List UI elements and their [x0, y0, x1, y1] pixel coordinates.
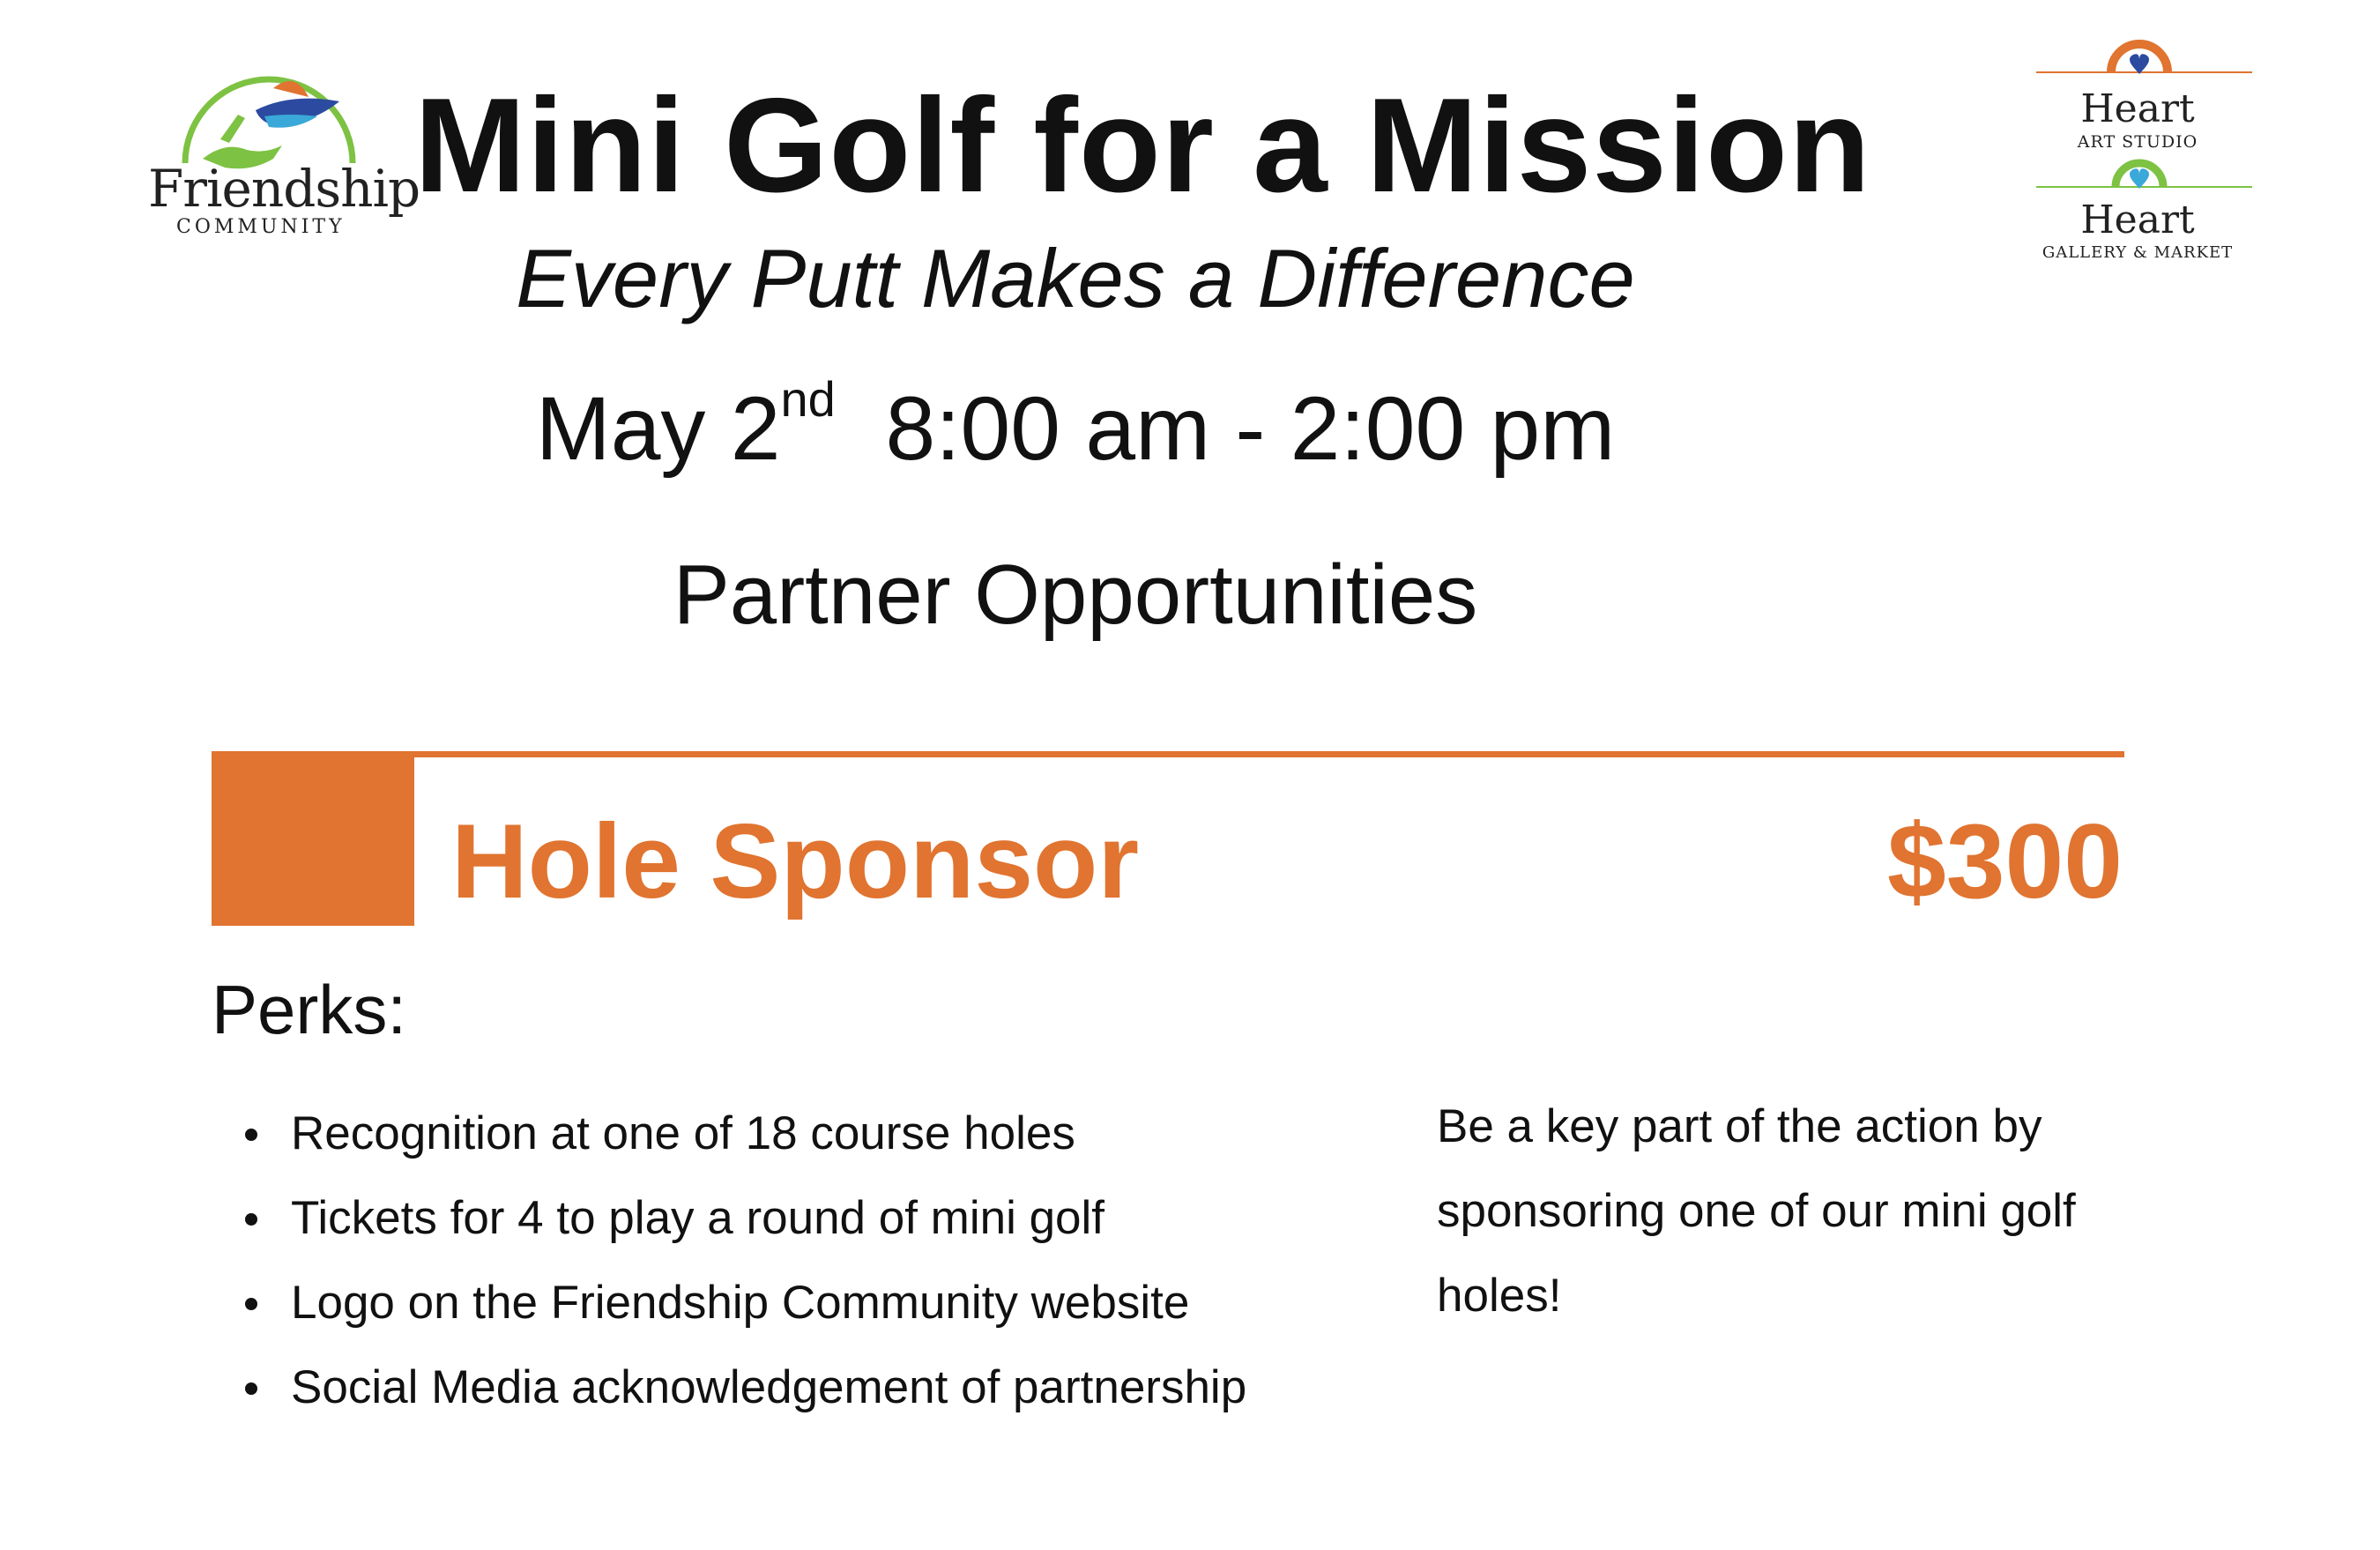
event-subtitle: Every Putt Makes a Difference [516, 232, 1635, 324]
friendship-community-logo [141, 62, 420, 247]
event-time: 8:00 am - 2:00 pm [885, 378, 1616, 479]
tier-accent-block [212, 751, 414, 926]
tier-price: $300 [1887, 802, 2123, 920]
event-date: May 2 [535, 378, 781, 479]
heart-gallery-sub: GALLERY & MARKET [2042, 243, 2234, 262]
tier-description: Be a key part of the action by sponsoring one of our mini golf holes! [1437, 1100, 2076, 1322]
perks-label: Perks: [212, 971, 407, 1048]
heart-gallery-name: Heart [2080, 197, 2195, 242]
tier-divider-line [414, 751, 2124, 757]
list-item: Recognition at one of 18 course holes [291, 1092, 1261, 1176]
heart-studio-logo [2027, 35, 2257, 273]
event-title: Mini Golf for a Mission [414, 71, 1871, 220]
section-heading: Partner Opportunities [673, 548, 1478, 642]
event-datetime [414, 371, 1737, 481]
list-item: Logo on the Friendship Community website [291, 1261, 1261, 1345]
list-item: Social Media acknowledgement of partnership [291, 1345, 1261, 1430]
list-item: Tickets for 4 to play a round of mini golf [291, 1176, 1261, 1261]
heart-art-studio-name: Heart [2080, 86, 2195, 131]
event-date-suffix: nd [780, 371, 836, 427]
heart-art-studio-sub: ART STUDIO [2077, 132, 2198, 152]
perks-list [291, 1092, 1261, 1430]
friendship-logo-subtitle: COMMUNITY [176, 216, 346, 238]
friendship-logo-wordmark: Friendship [148, 159, 420, 219]
tier-name: Hole Sponsor [451, 802, 1140, 920]
